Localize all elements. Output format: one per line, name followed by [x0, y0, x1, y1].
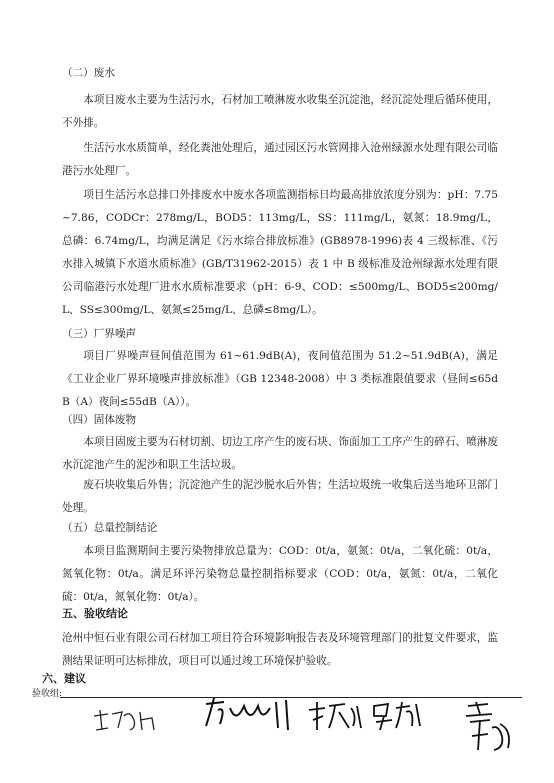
wastewater-paragraph-3: 项目生活污水总排口外排废水中废水各项监测指标日均最高排放浓度分别为：pH：7.75~7.86，CODCr：278mg/L，BOD5：113mg/L，SS：111mg/L，氨氮：18.9mg/L，总磷：6.74mg/L，均满足满足《污水综合排放标准》(GB8978-1996)表 4 三级标准、《污水排入城镇下水道水质标准》(GB/T31962-2015）表 1 中 B 级标准及沧州绿源水处理有限公司临港污水处理厂进水水质标准要求（pH：6-9、COD：≤500mg/L、BOD5≤200mg/L、SS≤300mg/L、氨氮≤25mg/L、总磷≤8mg/L）。 — [62, 189, 498, 316]
signature-2 — [200, 694, 296, 734]
conclusion-paragraph: 沧州中恒石业有限公司石材加工项目符合环境影响报告表及环境管理部门的批复文件要求，监测结果证明可达标排放，项目可以通过竣工环境保护验收。 — [62, 632, 498, 667]
signature-1 — [90, 706, 160, 736]
total-control-heading: （五）总量控制结论 — [62, 522, 158, 534]
solid-waste-paragraph-2: 废石块收集后外售；沉淀池产生的泥沙脱水后外售；生活垃圾统一收集后送当地环卫部门处理。 — [62, 479, 498, 514]
wastewater-paragraph-2: 生活污水水质简单，经化粪池处理后，通过园区污水管网排入沧州绿源水处理有限公司临港污水处理厂。 — [62, 142, 498, 177]
signature-label: 验收组: — [32, 689, 63, 699]
wastewater-paragraph-1: 本项目废水主要为生活污水，石材加工喷淋废水收集至沉淀池，经沉淀处理后循环使用，不外排。 — [62, 94, 498, 129]
noise-paragraph: 项目厂界噪声昼间值范围为 61~61.9dB(A)，夜间值范围为 51.2~51.9dB(A)，满足《工业企业厂界环境噪声排放标准》（GB 12348-2008）中 3 类标准限值要求（昼间≤65dB（A）夜间≤55dB（A））。 — [62, 350, 498, 408]
solid-waste-heading: （四）固体废物 — [62, 414, 137, 426]
suggestion-heading: 六、建议 — [42, 672, 86, 685]
signature-5 — [458, 700, 518, 756]
noise-heading: （三）厂界噪声 — [62, 328, 137, 340]
signature-3 — [305, 698, 365, 734]
solid-waste-paragraph-1: 本项目固废主要为石材切割、切边工序产生的废石块、饰面加工工序产生的碎石、喷淋废水沉淀池产生的泥沙和职工生活垃圾。 — [62, 436, 498, 471]
total-control-paragraph: 本项目监测期间主要污染物排放总量为：COD：0t/a，氨氮：0t/a，二氧化硫：0t/a，氮氧化物：0t/a。满足环评污染物总量控制指标要求（COD：0t/a，氨氮：0t/a，二氧化硫：0t/a，氮氧化物：0t/a）。 — [62, 545, 498, 603]
signature-4 — [370, 698, 426, 732]
conclusion-heading: 五、验收结论 — [62, 607, 128, 620]
wastewater-heading: （二）废水 — [62, 67, 115, 79]
